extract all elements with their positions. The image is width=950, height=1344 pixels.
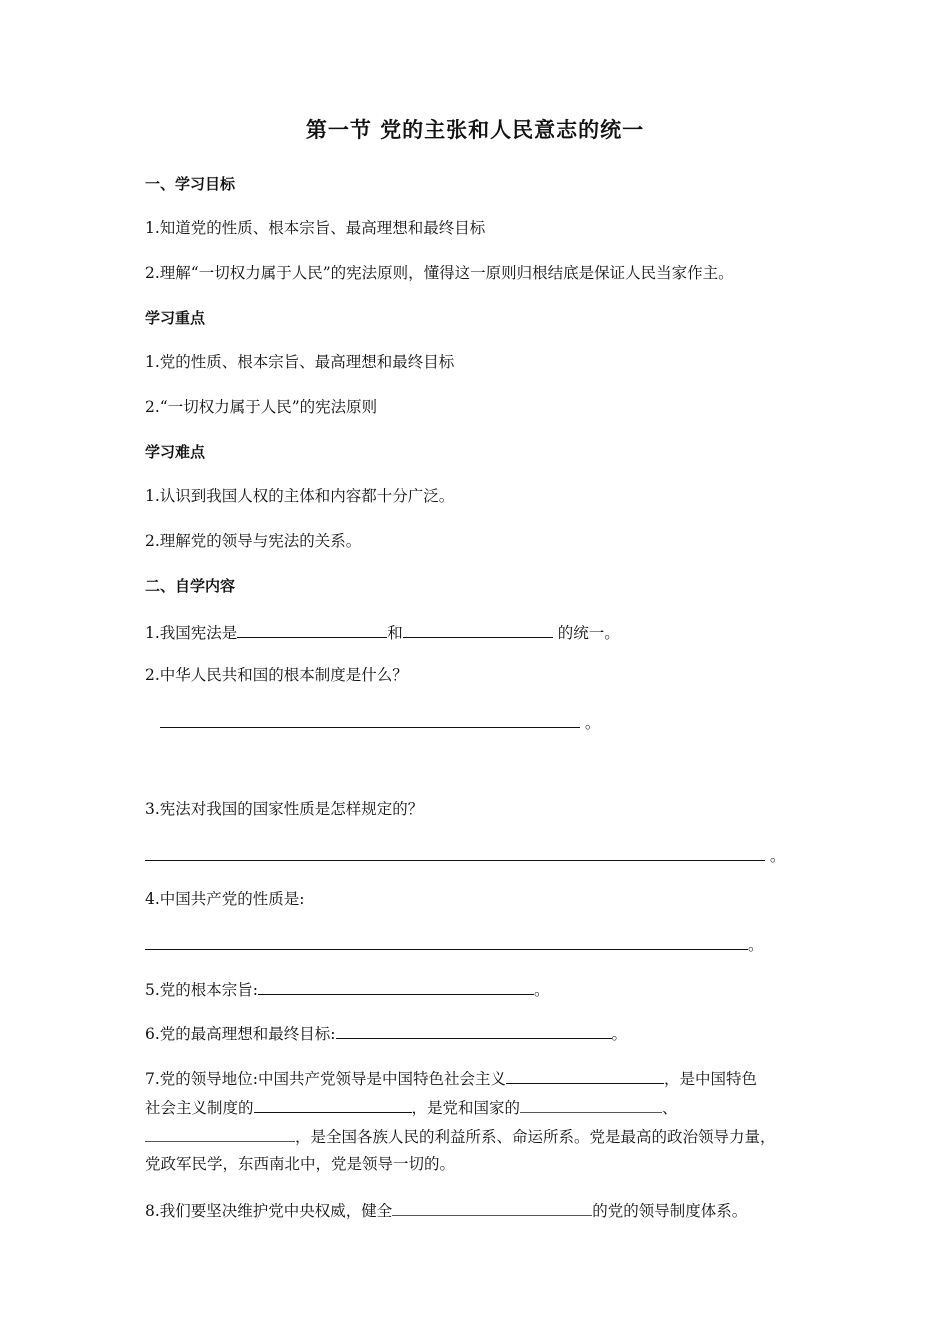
question-1-prefix: 1.我国宪法是 bbox=[145, 624, 238, 642]
key-points-heading: 学习重点 bbox=[145, 309, 206, 327]
question-7-text: 社会主义制度的 bbox=[145, 1099, 254, 1117]
section-heading-goals: 一、学习目标 bbox=[145, 175, 236, 193]
answer-blank[interactable] bbox=[160, 710, 580, 728]
answer-end-mark: 。 bbox=[765, 847, 786, 865]
question-3-answer-line bbox=[145, 843, 785, 867]
question-7-line-1 bbox=[145, 1066, 757, 1090]
question-4: 4.中国共产党的性质是: bbox=[145, 890, 305, 908]
question-1-mid: 和 bbox=[387, 624, 403, 642]
key-point-item: 2.“一切权力属于人民”的宪法原则 bbox=[145, 398, 378, 416]
question-7-line-2 bbox=[145, 1095, 678, 1119]
question-8 bbox=[145, 1198, 747, 1222]
answer-blank[interactable] bbox=[336, 1021, 612, 1039]
goal-item: 1.知道党的性质、根本宗旨、最高理想和最终目标 bbox=[145, 219, 486, 237]
question-6 bbox=[145, 1021, 627, 1045]
answer-blank[interactable] bbox=[392, 1198, 592, 1216]
difficult-point-item: 2.理解党的领导与宪法的关系。 bbox=[145, 532, 362, 550]
answer-end-mark: 。 bbox=[748, 936, 764, 954]
answer-blank[interactable] bbox=[145, 932, 748, 950]
question-2-answer-line bbox=[160, 710, 600, 734]
section-heading-self-study: 二、自学内容 bbox=[145, 577, 236, 595]
question-4-answer-line bbox=[145, 932, 764, 956]
question-2: 2.中华人民共和国的根本制度是什么？ bbox=[145, 666, 408, 684]
answer-blank[interactable] bbox=[258, 977, 534, 995]
question-8-suffix: 的党的领导制度体系。 bbox=[592, 1202, 748, 1220]
answer-blank[interactable] bbox=[145, 1124, 295, 1142]
answer-end-mark: 。 bbox=[580, 714, 601, 732]
answer-end-mark: 。 bbox=[534, 981, 550, 999]
question-7-text: ，是中国特色 bbox=[664, 1070, 758, 1088]
question-3: 3.宪法对我国的国家性质是怎样规定的？ bbox=[145, 800, 424, 818]
answer-blank[interactable] bbox=[520, 1095, 662, 1113]
answer-end-mark: 。 bbox=[611, 1025, 628, 1043]
question-1-suffix: 的统一。 bbox=[552, 624, 620, 642]
key-point-item: 1.党的性质、根本宗旨、最高理想和最终目标 bbox=[145, 353, 455, 371]
answer-blank[interactable] bbox=[403, 620, 553, 638]
question-7-prefix: 7.党的领导地位:中国共产党领导是中国特色社会主义 bbox=[145, 1070, 507, 1088]
question-7-text: 、 bbox=[662, 1099, 678, 1117]
answer-blank[interactable] bbox=[506, 1066, 664, 1084]
question-7-line-4: 党政军民学，东西南北中，党是领导一切的。 bbox=[145, 1155, 456, 1173]
answer-blank[interactable] bbox=[254, 1095, 412, 1113]
question-5-prefix: 5.党的根本宗旨: bbox=[145, 981, 259, 999]
page-title: 第一节 党的主张和人民意志的统一 bbox=[305, 118, 645, 142]
answer-blank[interactable] bbox=[237, 620, 387, 638]
question-1 bbox=[145, 620, 620, 644]
question-5 bbox=[145, 977, 550, 1001]
answer-blank[interactable] bbox=[145, 843, 765, 861]
question-7-text: ，是党和国家的 bbox=[411, 1099, 521, 1117]
difficult-point-item: 1.认识到我国人权的主体和内容都十分广泛。 bbox=[145, 487, 455, 505]
question-7-text: ，是全国各族人民的利益所系、命运所系。党是最高的政治领导力量， bbox=[295, 1128, 776, 1146]
difficult-points-heading: 学习难点 bbox=[145, 443, 206, 461]
question-7-line-3 bbox=[145, 1124, 776, 1148]
question-8-prefix: 8.我们要坚决维护党中央权威，健全 bbox=[145, 1202, 393, 1220]
goal-item: 2.理解“一切权力属于人民”的宪法原则，懂得这一原则归根结底是保证人民当家作主。 bbox=[145, 264, 734, 282]
question-6-prefix: 6.党的最高理想和最终目标: bbox=[145, 1025, 336, 1043]
